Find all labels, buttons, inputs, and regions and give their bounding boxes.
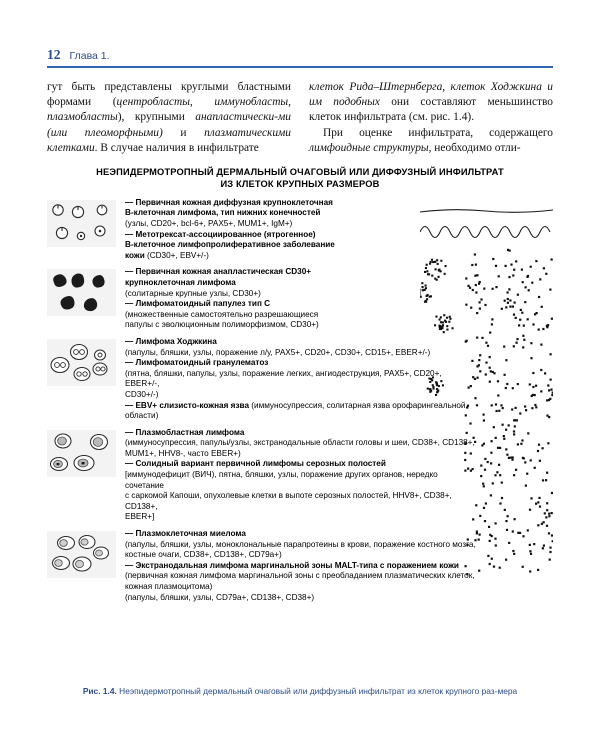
body-paragraph-right-2: При оценке инфильтрата, содержащего лимфоидные структуры, необходимо отли- bbox=[309, 126, 553, 154]
figure-block-2 bbox=[47, 267, 553, 331]
figure-title-line-1: НЕЭПИДЕРМОТРОПНЫЙ ДЕРМАЛЬНЫЙ ОЧАГОВЫЙ ИЛИ ДИФФУЗНЫЙ ИНФИЛЬТРАТ bbox=[96, 167, 504, 177]
figure-block-5-text: — Плазмоклеточная миелома (папулы, бляшки, узлы, моноклональные парапротеины в крови, поражение костного мозга, костные очаги, CD38+, CD138+, CD79a+) — Экстранодальная лимфома маргинальной зоны MALT-типа с поражением кожи (первичная кожная лимфома маргинальной зоны с преобладанием плазматических клеток, кожная плазмоцитома) (папулы, бляшки, узлы, CD79a+, CD138+, CD38+) bbox=[125, 529, 476, 602]
plasmablast-cells-icon bbox=[47, 430, 116, 477]
body-column-left bbox=[47, 80, 291, 156]
figure-body bbox=[47, 198, 553, 668]
body-paragraph-right-1: клеток Рида–Штернберга, клеток Ходжкина и им подобных они составляют меньшинство клеток инфильтрата (см. рис. 1.4). bbox=[309, 81, 553, 124]
figure-block-2-text: — Первичная кожная анапластическая CD30+ крупноклеточная лимфома (солитарные крупные узлы, CD30+) — Лимфоматоидный папулез тип С (множественные самостоятельно разрешающиеся папулы с эволюционным полиморфизмом, CD30+) bbox=[125, 267, 319, 330]
body-text bbox=[47, 80, 553, 156]
figure-block-4 bbox=[47, 428, 553, 523]
header-row bbox=[47, 47, 553, 63]
figure-block-5 bbox=[47, 529, 553, 603]
figure-block-3 bbox=[47, 337, 553, 422]
figure-title bbox=[90, 166, 510, 191]
plasma-cells-icon bbox=[47, 531, 116, 578]
chapter-title: Глава 1. bbox=[69, 50, 110, 62]
figure-caption bbox=[47, 686, 553, 698]
figure-block-1 bbox=[47, 198, 553, 262]
figure-title-line-2: ИЗ КЛЕТОК КРУПНЫХ РАЗМЕРОВ bbox=[220, 179, 380, 190]
page-number: 12 bbox=[47, 47, 61, 62]
header-divider bbox=[47, 66, 553, 68]
figure-block-3-text: — Лимфома Ходжкина (папулы, бляшки, узлы, поражение л/у, PAX5+, CD20+, CD30+, CD15+, EBER+/-) — Лимфоматоидный гранулематоз (пятна, бляшки, папулы, узлы, поражение легких, ангиодеструкция, PAX5+, CD20+, EBER+/-, CD30+/-) — EBV+ слизисто-кожная язва (иммуносупрессия, солитарная язва орофарингеальной области) bbox=[125, 336, 466, 421]
anaplastic-cells-icon bbox=[47, 269, 116, 316]
caption-label: Рис. 1.4. bbox=[82, 686, 117, 696]
page-header bbox=[47, 47, 553, 68]
body-column-right bbox=[309, 80, 553, 156]
body-paragraph-left: гут быть представлены круглыми бластными формами (центробласты, иммунобласты, плазмобласты), крупными анапластически-ми (или плеоморфными) и плазматическими клетками. В случае наличия в инфильтрате bbox=[47, 81, 291, 154]
figure-block-1-text: — Первичная кожная диффузная крупноклеточная В-клеточная лимфома, тип нижних конечностей (узлы, CD20+, bcl-6+, PAX5+, MUM1+, IgM+) — Метотрексат-ассоциированное (ятрогенное) В-клеточное лимфопролиферативное заболевание кожи (CD30+, EBV+/-) bbox=[125, 197, 335, 260]
caption-text: Неэпидермотропный дермальный очаговый или диффузный инфильтрат из клеток крупного раз- bbox=[116, 686, 498, 696]
figure-block-4-text: — Плазмобластная лимфома (иммуносупрессия, папулы/узлы, экстранодальные области головы и шеи, CD38+, CD138+, MUM1+, HHV8-, часто EBER+) — Солидный вариант первичной лимфомы серозных полостей [иммунодефицит (ВИЧ), пятна, бляшки, узлы, поражение других органов, нередко сочетание с саркомой Капоши, опухолевые клетки в выпоте серозных полостей, HHV8+, CD38+, CD138+, EBER+] bbox=[125, 427, 475, 522]
blast-cells-icon bbox=[47, 200, 116, 247]
caption-text-line2: мера bbox=[497, 686, 518, 696]
hodgkin-cells-icon bbox=[47, 339, 116, 386]
figure-1-4 bbox=[47, 166, 553, 671]
